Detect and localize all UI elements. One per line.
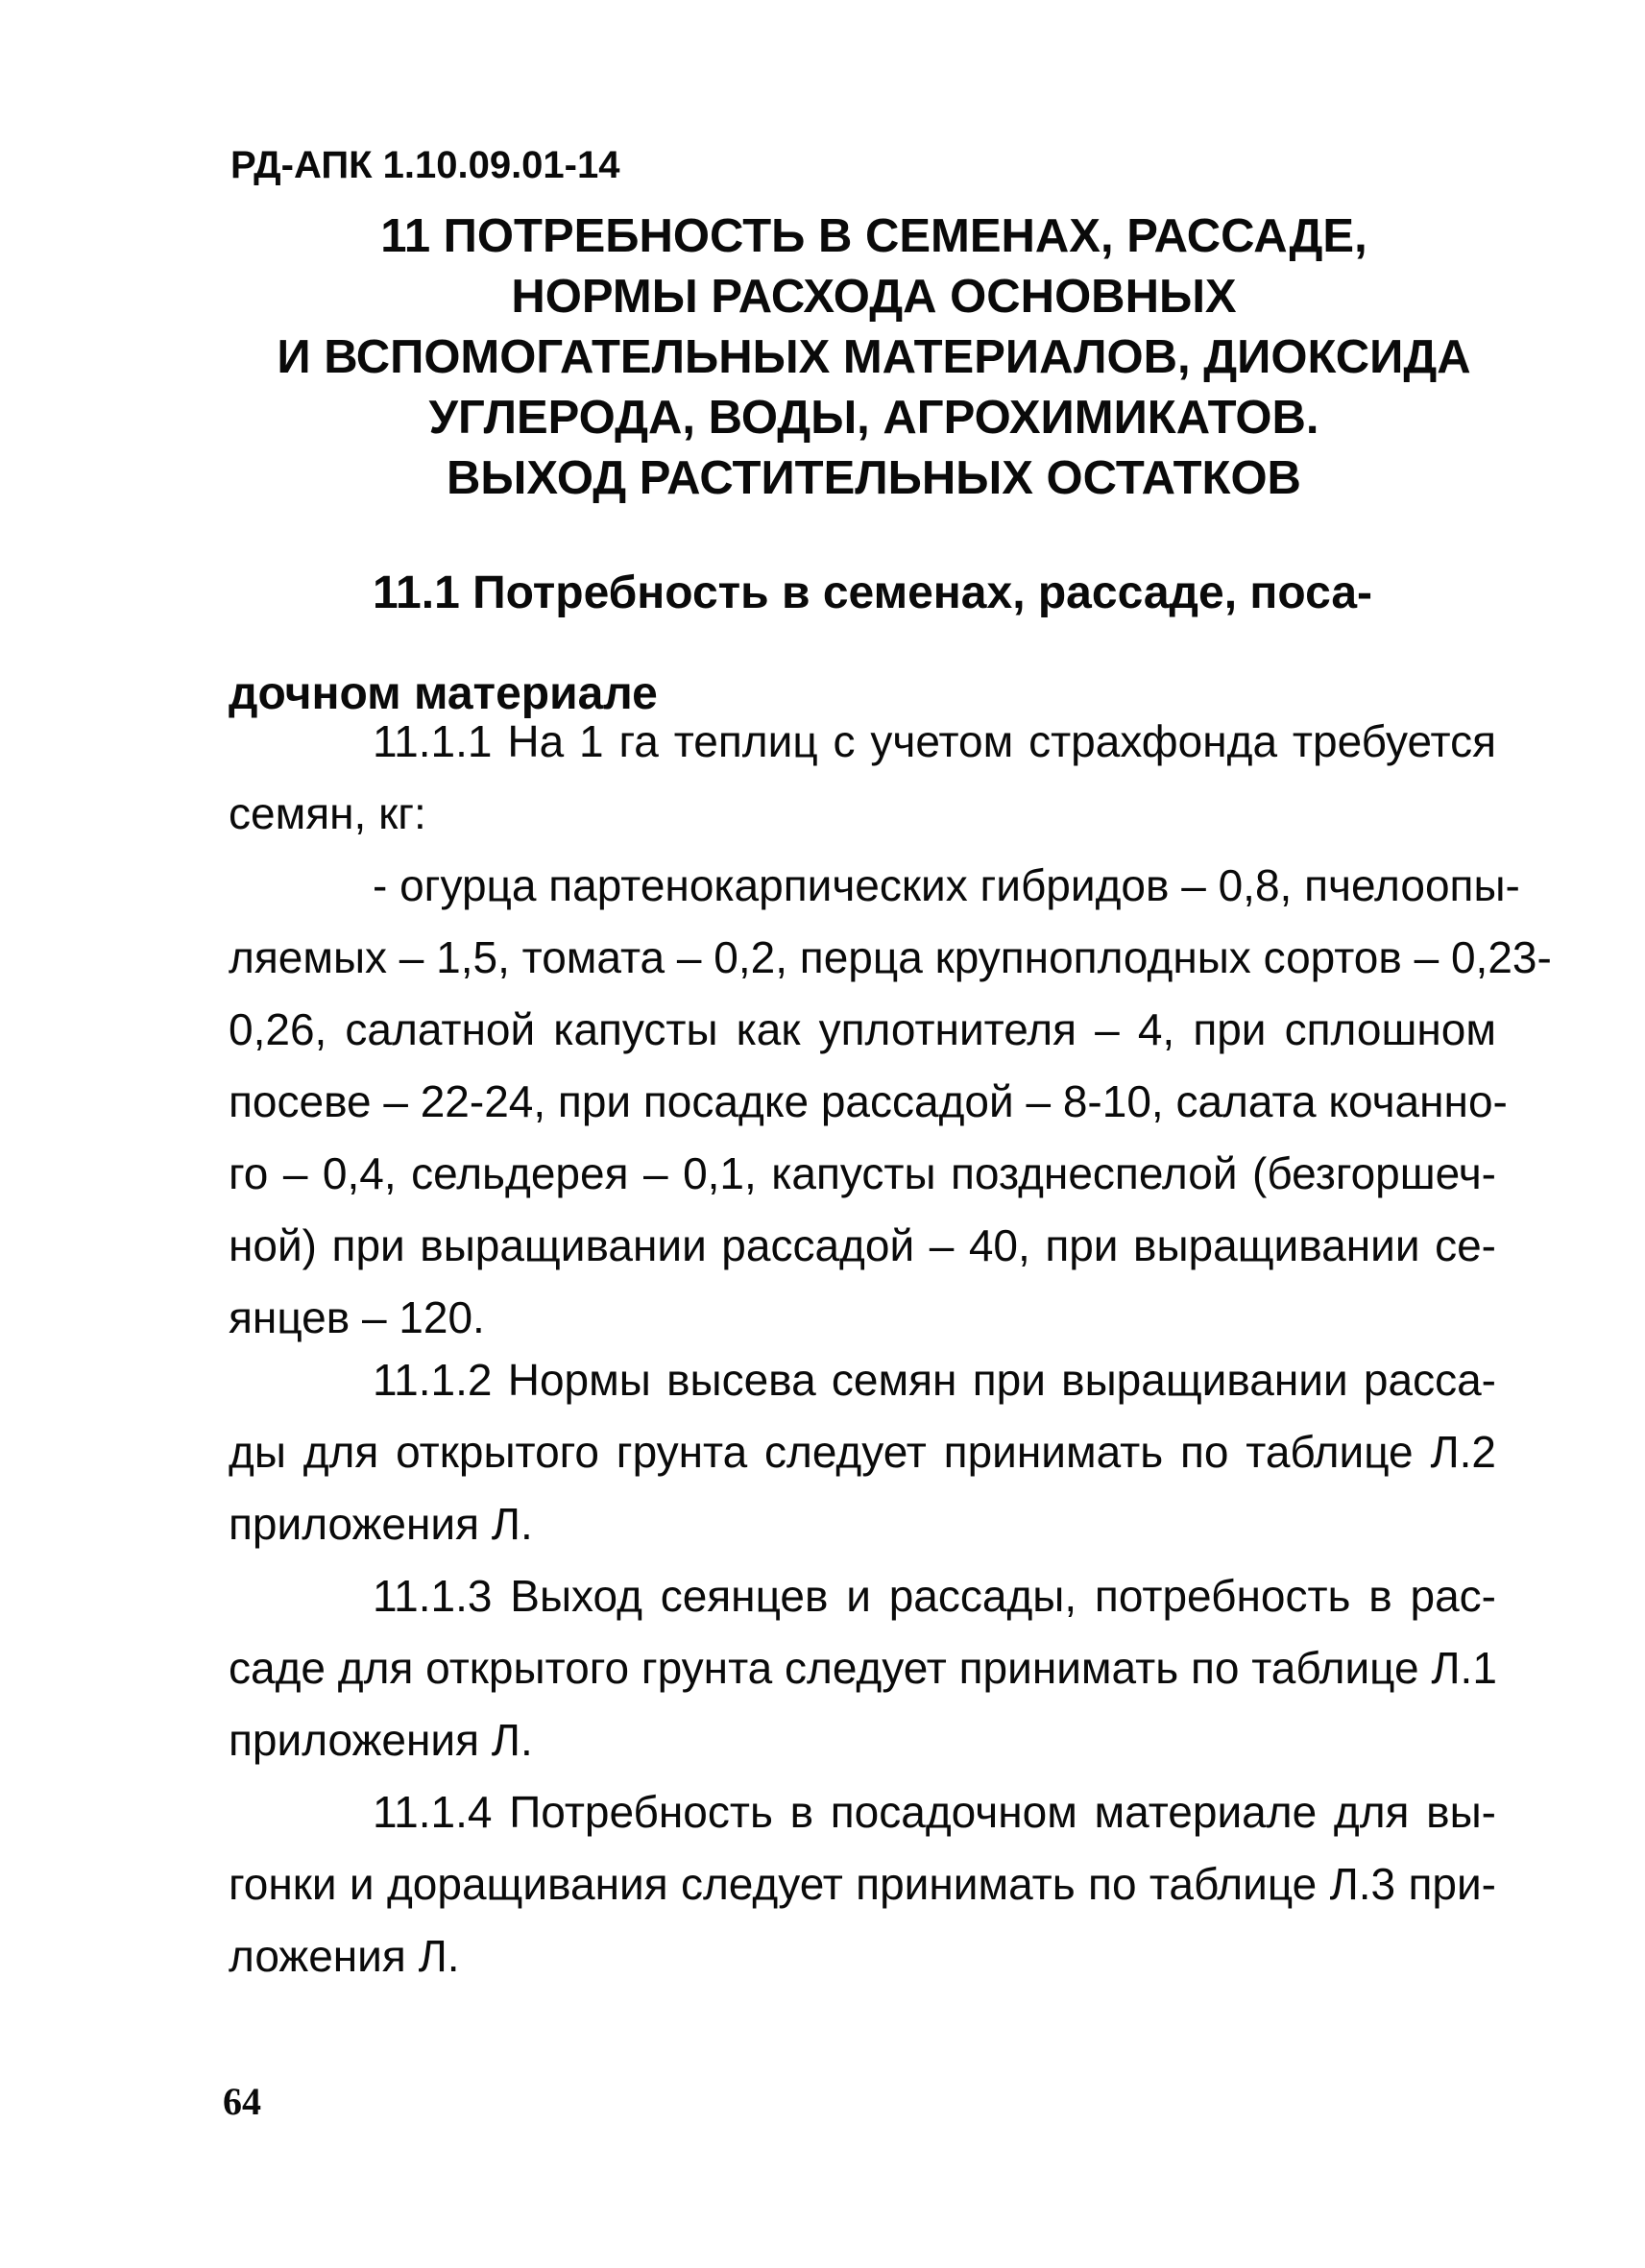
section-heading-line: дочном материале	[229, 668, 658, 719]
paragraph-seed-list	[229, 850, 1552, 1354]
paragraph-line: гонки и доращивания следует принимать по таблице Л.3 при-	[229, 1859, 1496, 1909]
paragraph-line: приложения Л.	[229, 1715, 533, 1765]
paragraph-line: ляемых – 1,5, томата – 0,2, перца крупноплодных сортов – 0,23-	[229, 932, 1552, 982]
paragraph-line: 11.1.2 Нормы высева семян при выращивании расса-	[373, 1355, 1496, 1405]
paragraph-line: семян, кг:	[229, 788, 426, 838]
section-heading-line: 11.1 Потребность в семенах, рассаде, поса-	[373, 567, 1373, 618]
paragraph-line: 0,26, салатной капусты как уплотнителя – 4, при сплошном	[229, 1004, 1496, 1054]
chapter-title-line: ВЫХОД РАСТИТЕЛЬНЫХ ОСТАТКОВ	[447, 452, 1301, 504]
paragraph-line: саде для открытого грунта следует принимать по таблице Л.1	[229, 1643, 1497, 1693]
paragraph-line: 11.1.4 Потребность в посадочном материале для вы-	[373, 1787, 1496, 1837]
paragraph-line: 11.1.1 На 1 га теплиц с учетом страхфонда требуется	[373, 716, 1496, 766]
paragraph-line: янцев – 120.	[229, 1292, 485, 1342]
chapter-title-line: НОРМЫ РАСХОДА ОСНОВНЫХ	[511, 271, 1237, 323]
paragraph-line: го – 0,4, сельдерея – 0,1, капусты позднеспелой (безгоршеч-	[229, 1148, 1496, 1198]
chapter-title-line: И ВСПОМОГАТЕЛЬНЫХ МАТЕРИАЛОВ, ДИОКСИДА	[277, 331, 1471, 383]
page-number: 64	[223, 2080, 261, 2123]
paragraph-line: 11.1.3 Выход сеянцев и рассады, потребность в рас-	[373, 1571, 1496, 1621]
paragraph-11-1-3	[229, 1560, 1496, 1776]
chapter-title	[221, 206, 1527, 509]
paragraph-line: посеве – 22-24, при посадке рассадой – 8-10, салата кочанно-	[229, 1076, 1508, 1126]
paragraph-11-1-2	[229, 1344, 1496, 1560]
paragraph-line: ды для открытого грунта следует принимать по таблице Л.2	[229, 1427, 1496, 1477]
chapter-title-line: 11 ПОТРЕБНОСТЬ В СЕМЕНАХ, РАССАДЕ,	[380, 210, 1367, 262]
paragraph-11-1-4	[229, 1776, 1496, 1992]
chapter-title-line: УГЛЕРОДА, ВОДЫ, АГРОХИМИКАТОВ.	[428, 392, 1319, 444]
paragraph-line: ложения Л.	[229, 1931, 460, 1981]
paragraph-line: приложения Л.	[229, 1499, 533, 1549]
document-code: РД-АПК 1.10.09.01-14	[230, 144, 620, 186]
paragraph-line: ной) при выращивании рассадой – 40, при выращивании се-	[229, 1220, 1496, 1270]
paragraph-11-1-1	[229, 706, 1496, 850]
paragraph-line: - огурца партенокарпических гибридов – 0,8, пчелоопы-	[373, 860, 1520, 910]
